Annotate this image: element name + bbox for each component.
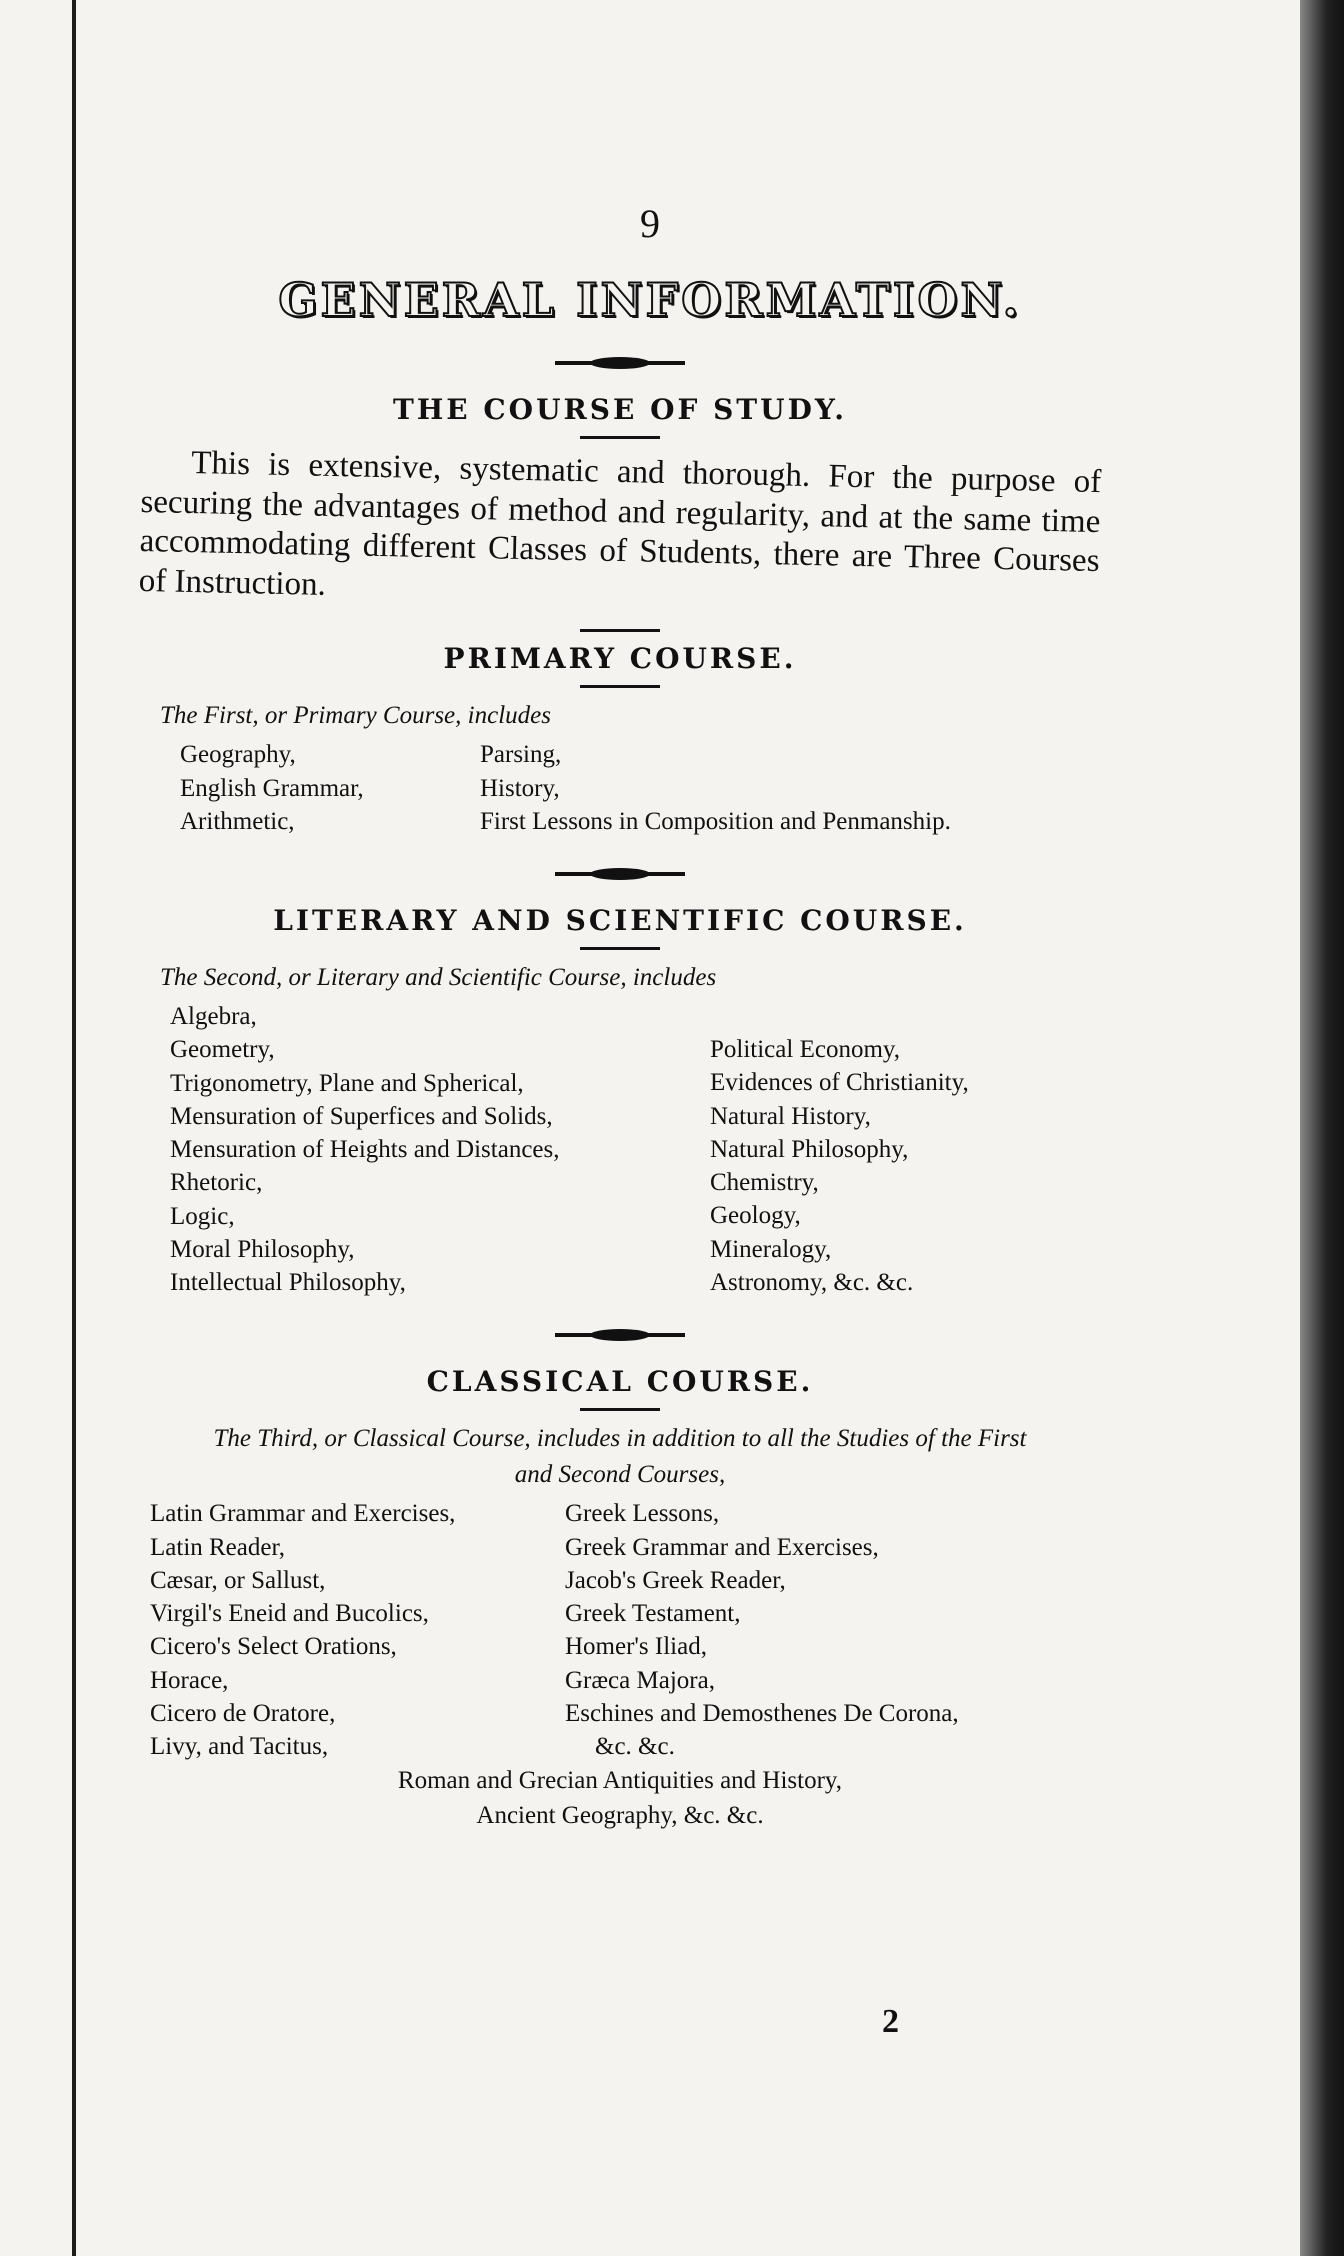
classical-closing-2: Ancient Geography, &c. &c. xyxy=(476,1802,764,1830)
page-number: 9 xyxy=(640,201,660,246)
list-item: Geometry, xyxy=(170,1036,275,1064)
list-item: Natural Philosophy, xyxy=(710,1135,909,1163)
primary-course-lead: The First, or Primary Course, includes xyxy=(160,702,551,730)
divider-rule xyxy=(580,947,660,950)
primary-course-heading: PRIMARY COURSE. xyxy=(443,642,797,676)
list-item: Horace, xyxy=(150,1666,229,1694)
list-item: Græca Majora, xyxy=(565,1666,715,1694)
classical-course-list xyxy=(150,1497,1100,1763)
list-item: Evidences of Christianity, xyxy=(710,1069,969,1097)
list-item: Chemistry, xyxy=(710,1169,819,1197)
list-item: Trigonometry, Plane and Spherical, xyxy=(170,1069,524,1097)
divider-rule xyxy=(580,629,660,632)
divider-rule xyxy=(580,436,660,439)
primary-column-1 xyxy=(180,738,480,838)
divider-rule xyxy=(580,685,660,688)
ornamental-rule xyxy=(555,868,685,880)
list-item: Livy, and Tacitus, xyxy=(150,1733,329,1761)
divider-rule xyxy=(580,1408,660,1411)
list-item: English Grammar, xyxy=(180,774,364,802)
list-item: Latin Grammar and Exercises, xyxy=(150,1500,456,1528)
list-item: Cæsar, or Sallust, xyxy=(150,1566,326,1594)
list-item: Moral Philosophy, xyxy=(170,1235,355,1263)
literary-column-1 xyxy=(170,1000,710,1299)
intro-text: This is extensive, systematic and thorough. For the purpose of securing the advantages of method and regularity, and at the same time accommodating different Classes of Students, there are Three Courses of Instruction. xyxy=(138,445,1102,603)
list-item: Eschines and Demosthenes De Corona, xyxy=(565,1699,959,1727)
list-item: Arithmetic, xyxy=(180,807,295,835)
signature-number: 2 xyxy=(882,2003,899,2040)
list-item: Astronomy, &c. &c. xyxy=(710,1268,914,1296)
literary-course-lead: The Second, or Literary and Scientific Course, includes xyxy=(160,964,717,992)
classical-column-1 xyxy=(150,1497,565,1763)
list-item: Geology, xyxy=(710,1202,801,1230)
classical-course-lead-1: The Third, or Classical Course, includes in addition to all the Studies of the First xyxy=(213,1425,1027,1453)
list-item: Rhetoric, xyxy=(170,1169,263,1197)
list-item: Greek Testament, xyxy=(565,1600,741,1628)
list-item: Cicero de Oratore, xyxy=(150,1699,336,1727)
page-shadow xyxy=(1300,0,1344,2256)
list-item: Cicero's Select Orations, xyxy=(150,1633,397,1661)
ornamental-rule xyxy=(555,1329,685,1341)
list-item: Mensuration of Heights and Distances, xyxy=(170,1136,560,1164)
literary-course-heading: LITERARY AND SCIENTIFIC COURSE. xyxy=(273,904,967,938)
page-content xyxy=(140,200,1100,1833)
course-of-study-heading: THE COURSE OF STUDY. xyxy=(393,393,847,426)
classical-course-lead-2: and Second Courses, xyxy=(514,1461,726,1489)
list-item: Greek Grammar and Exercises, xyxy=(565,1533,879,1561)
literary-course-list xyxy=(170,1000,1100,1299)
list-item: Mensuration of Superfices and Solids, xyxy=(170,1102,553,1130)
list-item: Virgil's Eneid and Bucolics, xyxy=(150,1600,429,1628)
page-edge-line xyxy=(72,0,76,2256)
list-item: Latin Reader, xyxy=(150,1533,286,1561)
list-item: Natural History, xyxy=(710,1102,871,1130)
list-item: Parsing, xyxy=(480,741,562,769)
classical-course-heading: CLASSICAL COURSE. xyxy=(426,1365,814,1399)
course-of-study-intro xyxy=(138,443,1101,621)
list-item: History, xyxy=(480,774,560,802)
primary-course-list xyxy=(180,738,1100,838)
list-item: Geography, xyxy=(180,741,296,769)
list-item: Greek Lessons, xyxy=(565,1500,720,1528)
list-item: Mineralogy, xyxy=(710,1235,832,1263)
list-item: Intellectual Philosophy, xyxy=(170,1269,406,1297)
classical-column-2 xyxy=(565,1497,959,1763)
list-item: Jacob's Greek Reader, xyxy=(565,1566,786,1594)
list-item: Political Economy, xyxy=(710,1036,901,1064)
general-title: GENERAL INFORMATION. xyxy=(278,273,1022,327)
list-item: Homer's Iliad, xyxy=(565,1633,707,1661)
literary-column-2 xyxy=(710,1000,969,1299)
list-item: &c. &c. xyxy=(595,1733,675,1761)
list-item: Algebra, xyxy=(170,1003,257,1031)
list-item: First Lessons in Composition and Penmanship. xyxy=(480,807,951,835)
list-item: Logic, xyxy=(170,1202,235,1230)
ornamental-rule xyxy=(555,357,685,369)
primary-column-2 xyxy=(480,738,951,838)
classical-closing-1: Roman and Grecian Antiquities and History, xyxy=(397,1767,843,1795)
